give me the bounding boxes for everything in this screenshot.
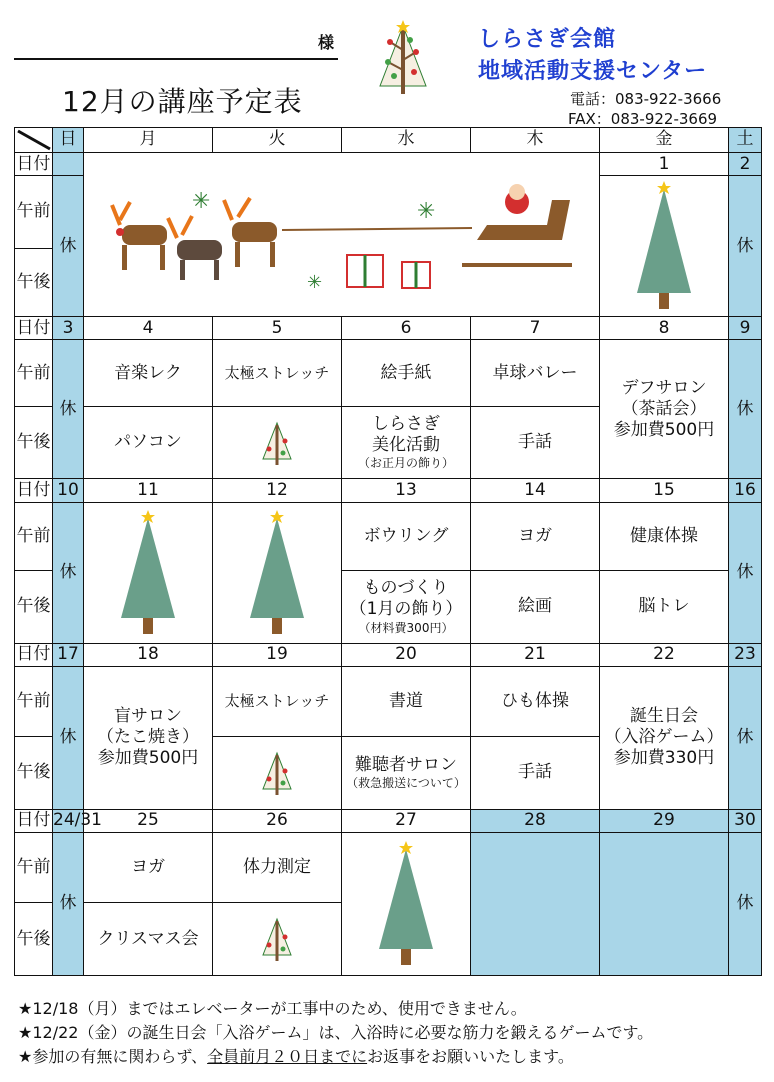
- date-cell: 4: [84, 317, 213, 340]
- date-cell: 28: [471, 809, 600, 832]
- org-subtitle: 地域活動支援センター: [478, 59, 708, 84]
- event-line: 参加費500円: [97, 748, 199, 769]
- svg-text:✳: ✳: [191, 188, 210, 214]
- date-cell: 9: [729, 317, 762, 340]
- date-cell: 14: [471, 479, 600, 502]
- event-line: 参加費330円: [613, 748, 715, 769]
- event-note: （材料費300円）: [358, 620, 454, 635]
- event-line: （茶話会）: [621, 398, 707, 419]
- date-cell: 12: [213, 479, 342, 502]
- event-cell: 健康体操: [600, 502, 729, 570]
- tree-icon: [600, 176, 729, 317]
- event-line: しらさぎ: [372, 413, 440, 434]
- corner-cell: [15, 128, 53, 153]
- event-cell: 絵画: [471, 571, 600, 644]
- svg-text:✳: ✳: [306, 271, 322, 293]
- closed-cell: 休: [729, 832, 762, 975]
- event-note: （お正月の飾り）: [357, 456, 454, 471]
- event-line: （たこ焼き）: [97, 727, 199, 748]
- event-cell: クリスマス会: [84, 903, 213, 976]
- event-cell: 太極ストレッチ: [213, 340, 342, 406]
- closed-cell: 休: [53, 340, 84, 479]
- pm-label: 午後: [15, 737, 53, 810]
- note-2: ★12/22（金）の誕生日会「入浴ゲーム」は、入浴時に必要な筋力を鍛えるゲームです。: [18, 1023, 654, 1042]
- schedule-table: [14, 127, 762, 976]
- empty-cell: [471, 832, 600, 975]
- date-cell: 19: [213, 643, 342, 666]
- date-label: 日付: [15, 479, 53, 502]
- date-cell: 23: [729, 643, 762, 666]
- weekday-wed: 水: [342, 128, 471, 153]
- small-tree-icon: [213, 903, 342, 976]
- closed-cell: 休: [53, 176, 84, 317]
- event-cell: 脳トレ: [600, 571, 729, 644]
- note-3-post: お返事をお願いいたします。: [367, 1047, 574, 1066]
- note-3-pre: ★参加の有無に関わらず、: [18, 1047, 208, 1066]
- date-cell: 1: [600, 153, 729, 176]
- date-cell: 2: [729, 153, 762, 176]
- name-underline: [14, 58, 338, 60]
- am-label: 午前: [15, 502, 53, 570]
- small-tree-icon: [213, 737, 342, 810]
- am-label: 午前: [15, 832, 53, 902]
- am-label: 午前: [15, 176, 53, 249]
- date-row: [15, 643, 762, 666]
- event-cell: ヨガ: [471, 502, 600, 570]
- empty-cell: [600, 832, 729, 975]
- date-label: 日付: [15, 643, 53, 666]
- event-cell: ヨガ: [84, 832, 213, 902]
- event-line: ものづくり: [363, 578, 449, 599]
- event-cell: 音楽レク: [84, 340, 213, 406]
- event-note: （救急搬送について）: [346, 776, 466, 791]
- event-cell: [342, 737, 471, 810]
- pm-label: 午後: [15, 406, 53, 479]
- closed-cell: 休: [729, 502, 762, 643]
- weekday-tue: 火: [213, 128, 342, 153]
- date-cell: 26: [213, 809, 342, 832]
- tree-icon: [213, 502, 342, 643]
- date-label: 日付: [15, 153, 53, 176]
- date-cell: 5: [213, 317, 342, 340]
- event-cell: パソコン: [84, 406, 213, 479]
- event-cell: [342, 406, 471, 479]
- date-cell: 13: [342, 479, 471, 502]
- closed-cell: 休: [729, 176, 762, 317]
- event-cell: [342, 571, 471, 644]
- pm-label: 午後: [15, 903, 53, 976]
- note-3: [18, 1044, 574, 1067]
- date-cell: 18: [84, 643, 213, 666]
- pm-label: 午後: [15, 248, 53, 316]
- date-cell: [53, 153, 84, 176]
- event-line: 盲サロン: [114, 705, 182, 726]
- event-line: （1月の飾り）: [349, 599, 463, 620]
- event-cell: [84, 666, 213, 809]
- event-line: デフサロン: [621, 377, 707, 398]
- date-cell: 8: [600, 317, 729, 340]
- weekday-sat: 土: [729, 128, 762, 153]
- sleigh-illustration: [84, 153, 600, 317]
- closed-cell: 休: [53, 666, 84, 809]
- date-row: [15, 479, 762, 502]
- weekday-header-row: [15, 128, 762, 153]
- event-cell: [600, 340, 729, 479]
- event-line: 難聴者サロン: [355, 754, 457, 775]
- date-row: [15, 317, 762, 340]
- weekday-fri: 金: [600, 128, 729, 153]
- date-row: [15, 153, 762, 176]
- date-cell: 15: [600, 479, 729, 502]
- event-cell: 卓球バレー: [471, 340, 600, 406]
- weekday-sun: 日: [53, 128, 84, 153]
- closed-cell: 休: [729, 666, 762, 809]
- small-tree-icon: [213, 406, 342, 479]
- date-label: 日付: [15, 809, 53, 832]
- date-cell: 17: [53, 643, 84, 666]
- date-cell: 20: [342, 643, 471, 666]
- event-line: 誕生日会: [630, 705, 698, 726]
- closed-cell: 休: [729, 340, 762, 479]
- tree-icon: [84, 502, 213, 643]
- event-cell: 絵手紙: [342, 340, 471, 406]
- am-label: 午前: [15, 340, 53, 406]
- event-line: 美化活動: [372, 435, 440, 456]
- event-cell: 太極ストレッチ: [213, 666, 342, 736]
- closed-cell: 休: [53, 502, 84, 643]
- weekday-mon: 月: [84, 128, 213, 153]
- weekday-thu: 木: [471, 128, 600, 153]
- date-cell: 21: [471, 643, 600, 666]
- note-3-underlined: 全員前月２０日までに: [207, 1047, 368, 1066]
- date-label: 日付: [15, 317, 53, 340]
- event-cell: 体力測定: [213, 832, 342, 902]
- pm-label: 午後: [15, 571, 53, 644]
- date-cell: 27: [342, 809, 471, 832]
- event-line: 参加費500円: [613, 420, 715, 441]
- note-1: ★12/18（月）まではエレベーターが工事中のため、使用できません。: [18, 999, 527, 1018]
- date-row: [15, 809, 762, 832]
- date-cell: 7: [471, 317, 600, 340]
- tree-icon: [342, 832, 471, 975]
- event-cell: [600, 666, 729, 809]
- am-label: 午前: [15, 666, 53, 736]
- date-cell: 24/31: [53, 809, 84, 832]
- date-cell: 29: [600, 809, 729, 832]
- recipient-sama: 様: [318, 33, 335, 52]
- event-cell: ボウリング: [342, 502, 471, 570]
- event-cell: 手話: [471, 406, 600, 479]
- event-cell: 書道: [342, 666, 471, 736]
- date-cell: 10: [53, 479, 84, 502]
- svg-text:✳: ✳: [416, 198, 435, 224]
- closed-cell: 休: [53, 832, 84, 975]
- fax-number: FAX：083-922-3669: [568, 110, 718, 128]
- event-cell: ひも体操: [471, 666, 600, 736]
- header-tree-icon: [370, 20, 436, 100]
- event-line: （入浴ゲーム）: [604, 727, 724, 748]
- date-cell: 25: [84, 809, 213, 832]
- date-cell: 6: [342, 317, 471, 340]
- page-title: 12月の講座予定表: [62, 85, 303, 118]
- date-cell: 30: [729, 809, 762, 832]
- date-cell: 22: [600, 643, 729, 666]
- date-cell: 3: [53, 317, 84, 340]
- phone-number: 電話：083-922-3666: [570, 90, 722, 108]
- event-cell: 手話: [471, 737, 600, 810]
- org-name: しらさぎ会館: [478, 27, 617, 52]
- date-cell: 11: [84, 479, 213, 502]
- date-cell: 16: [729, 479, 762, 502]
